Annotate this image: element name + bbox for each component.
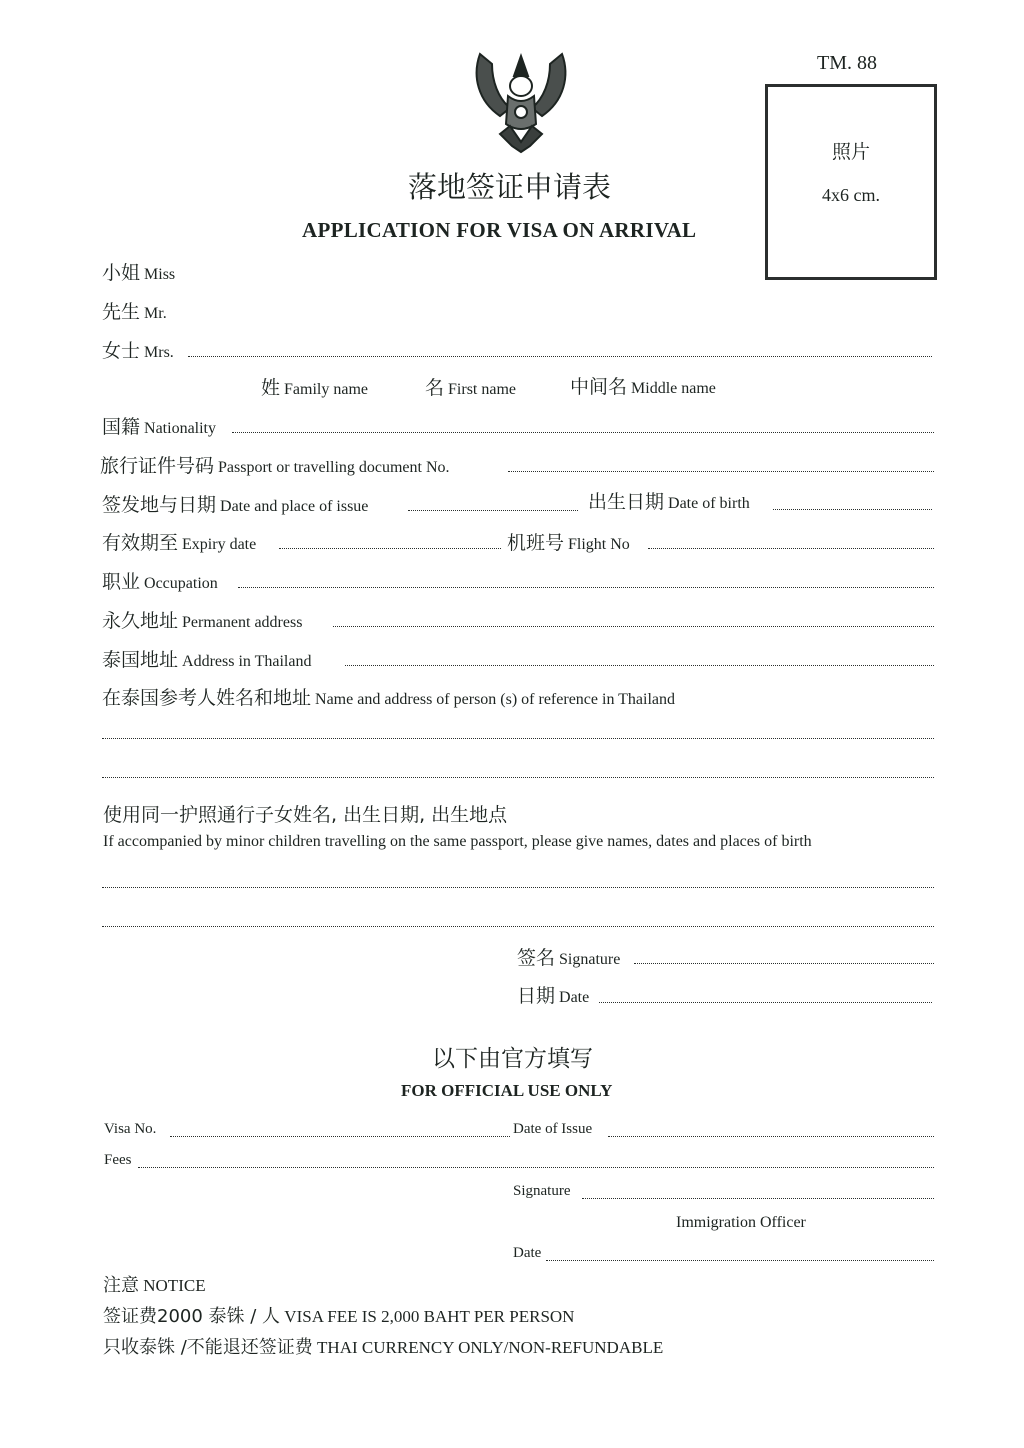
- thailand-address-input[interactable]: [347, 646, 936, 668]
- issue-input[interactable]: [410, 491, 580, 513]
- label-address-thailand: [102, 650, 311, 672]
- first-name-cn: 名: [425, 377, 445, 399]
- applicant-signature-input[interactable]: [636, 944, 936, 966]
- title-mr-en: Mr.: [144, 305, 167, 322]
- expiry-en: Expiry date: [182, 536, 257, 553]
- photo-label: 照片: [831, 141, 870, 163]
- signature-en: Signature: [559, 951, 621, 968]
- occupation-cn: 职业: [102, 571, 141, 593]
- issue-en: Date and place of issue: [220, 498, 369, 515]
- permanent-address-cn: 永久地址: [102, 610, 179, 632]
- dob-input[interactable]: [775, 490, 934, 512]
- notice-currency: [103, 1333, 663, 1359]
- notice-line2-en: THAI CURRENCY ONLY/NON-REFUNDABLE: [317, 1338, 664, 1357]
- passport-en: Passport or travelling document No.: [218, 459, 450, 476]
- title-mr[interactable]: [102, 302, 167, 324]
- children-input-2[interactable]: [104, 907, 936, 929]
- title-miss[interactable]: [102, 263, 175, 285]
- signature-cn: 签名: [517, 947, 556, 969]
- title-miss-en: Miss: [144, 266, 176, 283]
- page-title: APPLICATION FOR VISA ON ARRIVAL: [302, 218, 697, 242]
- nationality-cn: 国籍: [102, 416, 141, 438]
- label-expiry-date: [102, 533, 256, 555]
- passport-cn: 旅行证件号码: [100, 455, 215, 477]
- title-mrs-cn: 女士: [102, 340, 141, 362]
- issue-cn: 签发地与日期: [102, 494, 217, 516]
- date-en: Date: [559, 989, 590, 1006]
- title-mrs-en: Mrs.: [144, 344, 174, 361]
- nationality-input[interactable]: [234, 413, 936, 435]
- label-fees: Fees: [104, 1152, 132, 1168]
- notice-line2-cn: 只收泰铢 /不能退还签证费: [103, 1337, 313, 1358]
- notice-line1-en: VISA FEE IS 2,000 BAHT PER PERSON: [284, 1307, 575, 1326]
- children-label-en: If accompanied by minor children travelling on the same passport, please give names, dates and places of birth: [103, 833, 812, 850]
- photo-box: [765, 84, 937, 280]
- nationality-en: Nationality: [144, 420, 216, 437]
- name-input[interactable]: [190, 338, 934, 360]
- first-name-en: First name: [448, 381, 517, 398]
- title-mr-cn: 先生: [102, 301, 141, 323]
- occupation-input[interactable]: [240, 568, 936, 590]
- fees-line: [138, 1167, 934, 1168]
- thailand-address-en: Address in Thailand: [182, 653, 312, 670]
- thailand-address-cn: 泰国地址: [102, 649, 179, 671]
- occupation-en: Occupation: [144, 575, 218, 592]
- date-cn: 日期: [517, 985, 556, 1007]
- label-applicant-signature: [517, 948, 620, 970]
- official-title-cn: 以下由官方填写: [432, 1046, 593, 1072]
- family-name-en: Family name: [284, 381, 368, 398]
- children-input-1[interactable]: [104, 868, 936, 890]
- label-immigration-officer: Immigration Officer: [676, 1214, 806, 1231]
- label-official-signature: Signature: [513, 1183, 571, 1199]
- label-first-name: [425, 378, 516, 400]
- visa-no-line: [170, 1136, 510, 1137]
- middle-name-en: Middle name: [631, 380, 716, 397]
- label-reference-person: [102, 688, 675, 710]
- flight-en: Flight No: [568, 536, 630, 553]
- applicant-date-input[interactable]: [601, 983, 934, 1005]
- label-flight-no: [507, 533, 630, 555]
- expiry-input[interactable]: [281, 529, 503, 551]
- reference-input-2[interactable]: [104, 758, 936, 780]
- label-visa-no: Visa No.: [104, 1121, 157, 1137]
- official-title-en: FOR OFFICIAL USE ONLY: [401, 1081, 613, 1100]
- notice-line1-cn: 签证费2000 泰铢 / 人: [103, 1306, 281, 1327]
- label-applicant-date: [517, 986, 589, 1008]
- permanent-address-en: Permanent address: [182, 614, 303, 631]
- title-miss-cn: 小姐: [102, 262, 141, 284]
- notice-heading-cn: 注意: [103, 1275, 139, 1296]
- notice-heading: [103, 1271, 206, 1297]
- title-mrs[interactable]: [102, 341, 174, 363]
- children-label-cn: 使用同一护照通行子女姓名, 出生日期, 出生地点: [103, 804, 508, 826]
- form-code: TM. 88: [817, 52, 877, 74]
- flight-cn: 机班号: [507, 532, 565, 554]
- title-chinese: 落地签证申请表: [408, 170, 612, 204]
- label-date-place-issue: [102, 495, 368, 517]
- reference-en: Name and address of person (s) of reference in Thailand: [315, 691, 676, 708]
- notice-heading-en: NOTICE: [143, 1276, 206, 1295]
- official-signature-line: [582, 1198, 934, 1199]
- label-family-name: [261, 378, 368, 400]
- label-official-date: Date: [513, 1245, 542, 1261]
- notice-visa-fee: [103, 1302, 574, 1328]
- label-passport-no: [100, 456, 450, 478]
- reference-cn: 在泰国参考人姓名和地址: [102, 687, 312, 709]
- dob-en: Date of birth: [668, 495, 750, 512]
- label-nationality: [102, 417, 216, 439]
- flight-input[interactable]: [650, 529, 936, 551]
- permanent-address-input[interactable]: [335, 607, 936, 629]
- label-middle-name: [570, 377, 716, 399]
- expiry-cn: 有效期至: [102, 532, 179, 554]
- passport-input[interactable]: [510, 452, 936, 474]
- family-name-cn: 姓: [261, 377, 281, 399]
- date-of-issue-line: [608, 1136, 934, 1137]
- label-permanent-address: [102, 611, 302, 633]
- label-date-of-birth: [588, 492, 750, 514]
- label-date-of-issue: Date of Issue: [513, 1121, 593, 1137]
- official-date-line: [546, 1260, 934, 1261]
- middle-name-cn: 中间名: [570, 376, 628, 398]
- photo-size: 4x6 cm.: [822, 185, 880, 205]
- reference-input-1[interactable]: [104, 719, 936, 741]
- label-occupation: [102, 572, 218, 594]
- dob-cn: 出生日期: [588, 491, 665, 513]
- garuda-emblem-icon: [470, 46, 572, 158]
